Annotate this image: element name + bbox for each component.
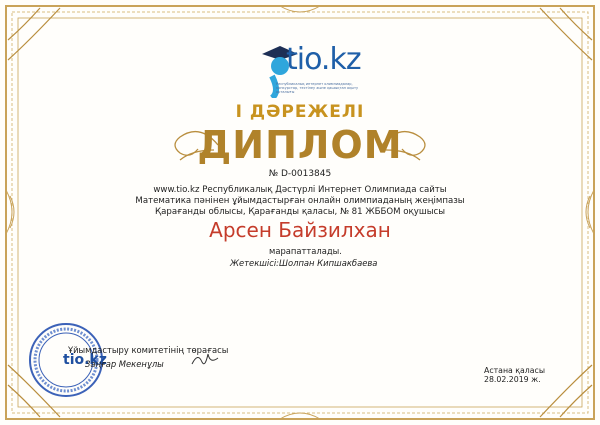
diploma-number: № D-0013845 (268, 169, 332, 179)
awarded-text: марапатталады. (269, 246, 342, 256)
description-line: Қарағанды облысы, Қарағанды қаласы, № 81 ЖББОМ оқушысы (155, 207, 445, 217)
diploma-description (0, 185, 600, 218)
signature-icon (190, 350, 220, 368)
logo-brand: tio.kz (286, 42, 361, 77)
issue-city: Астана қаласы (484, 366, 545, 375)
diploma-degree: І ДӘРЕЖЕЛІ (235, 102, 365, 122)
chairman-title: Ұйымдастыру комитетінің төрағасы (68, 345, 229, 355)
seal-brand: tio.kz (63, 352, 107, 368)
description-line: www.tio.kz Республикалық Дәстүрлі Интернет Олимпиада сайты (153, 185, 447, 195)
description-line: Математика пәнінен ұйымдастырған онлайн олимпиаданың жеңімпазы (135, 196, 465, 206)
chairman-name: Заңғар Мекенұлы (85, 359, 164, 369)
recipient-name: Арсен Байзилхан (209, 218, 391, 242)
issue-date: 28.02.2019 ж. (484, 375, 541, 384)
logo-subtitle: Республикалық интернет олимпиадалар, конкурстар, тестілеу және қашықтан оқыту орталығы (276, 82, 359, 94)
diploma-title: ДИПЛОМ (197, 123, 403, 167)
teacher-line: Жетекшісі:Шолпан Кипшакбаева (230, 258, 378, 268)
